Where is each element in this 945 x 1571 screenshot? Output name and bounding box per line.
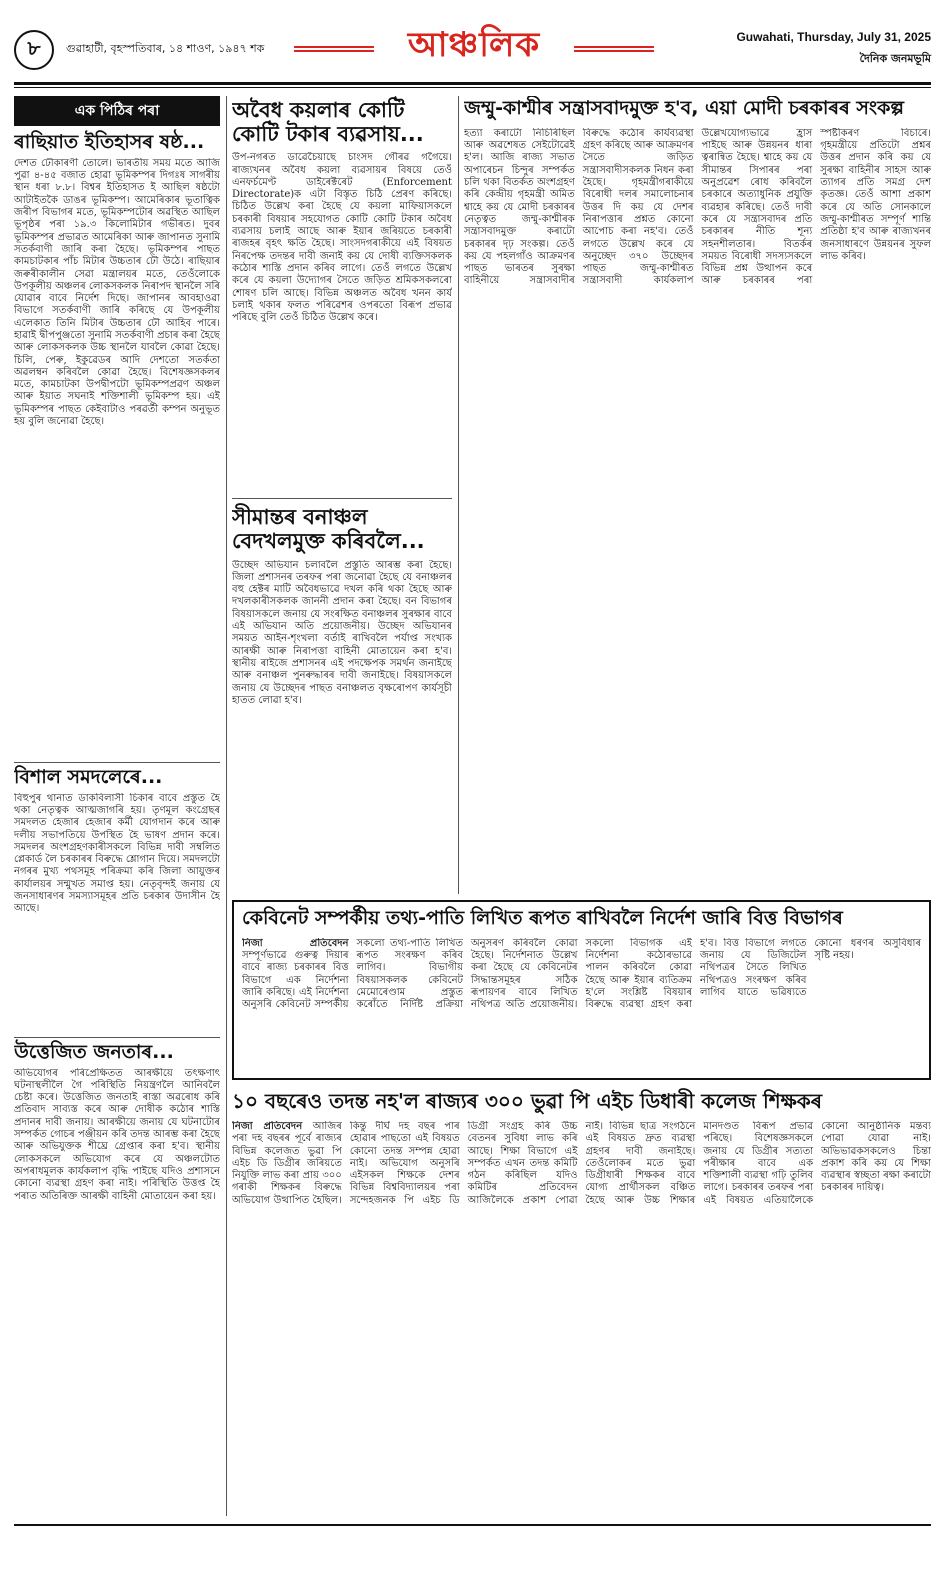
column-rule (458, 96, 459, 894)
finance-body (242, 938, 921, 1066)
logo (354, 24, 594, 70)
masthead-rule (14, 82, 931, 88)
column-rule (226, 96, 227, 1516)
left-column (14, 96, 220, 1516)
story-body: উপ-নগৰত ডাৱেচৈয়াছে চাংসদ গৌৰৱ গগৈয়ে। ৰাজ্যখনৰ অবৈধ কয়লা ব্যৱসায়ৰ বিষয়ে তেওঁ এনফৰ্চমেণ্ট ডাইৰেক্টৰেট (Enforcement Directorate)ক এটা বিস্তৃত চিঠি প্ৰেৰণ কৰিছে। চিঠিত উল্লেখ কৰা হৈছে যে কয়লা মাফিয়াসকলে চৰকাৰী বিষয়াৰ সহযোগত কোটি কোটি টকাৰ অবৈধ ব্যৱসায় চলাই আছে আৰু ইয়াৰ জৰিয়তে চৰকাৰী ৰাজহৰ বৃহৎ ক্ষতি হৈছে। সাংসদগৰাকীয়ে এই বিষয়ত নিৰপেক্ষ তদন্তৰ দাবী জনাই কয় যে দোষী ব্যক্তিসকলক কঠোৰ শাস্তি প্ৰদান কৰিব লাগে। তেওঁ লগতে উল্লেখ কৰে যে কয়লা উদ্যোগৰ সৈতে জড়িত শ্ৰমিকসকলৰো শোষণ চলি আছে। বিভিন্ন অঞ্চলত অবৈধ খনন কাৰ্য চলাই থকাৰ ফলত পৰিৱেশৰ ওপৰতো বিৰূপ প্ৰভাৱ পৰিছে বুলি তেওঁ চিঠিত উল্লেখ কৰে। (232, 152, 452, 324)
finance-text: সম্পূৰ্ণভাৱে গুৰুত্ব দিয়াৰ বাবে ৰাজ্য চৰকাৰৰ বিত্ত বিভাগে এক নিৰ্দেশনা জাৰি কৰিছে। এই নিৰ্দেশনা অনুসৰি কেবিনেট সম্পৰ্কীয় সকলো তথ্য-পাতি লিখিত ৰূপত সংৰক্ষণ কৰিব লাগিব। বিভাগীয় বিষয়াসকলক কেবিনেট মেমোৰেণ্ডাম প্ৰস্তুত কৰোঁতে নিৰ্দিষ্ট প্ৰক্ৰিয়া অনুসৰণ কৰিবলৈ কোৱা হৈছে। নিৰ্দেশনাত উল্লেখ কৰা হৈছে যে কেবিনেটৰ সিদ্ধান্তসমূহৰ সঠিক ৰূপায়ণৰ বাবে লিখিত নথিপত্ৰ অতি প্ৰয়োজনীয়। সকলো বিভাগক এই নিৰ্দেশনা কঠোৰভাৱে পালন কৰিবলৈ কোৱা হৈছে আৰু ইয়াৰ ব্যতিক্ৰম হ'লে সংশ্লিষ্ট বিষয়াৰ বিৰুদ্ধে ব্যৱস্থা গ্ৰহণ কৰা হ'ব। বিত্ত বিভাগে লগতে জনায় যে ডিজিটেল নথিপত্ৰৰ সৈতে লিখিত নথিপত্ৰও সংৰক্ষণ কৰিব লাগিব যাতে ভৱিষ্যতে কোনো ধৰণৰ অসুবিধাৰ সৃষ্টি নহয়। (242, 937, 921, 1011)
bottom-title: ১০ বছৰেও তদন্ত নহ'ল ৰাজ্যৰ ৩০০ ভুৱা পি এইচ ডিধাৰী কলেজ শিক্ষকৰ (232, 1089, 823, 1113)
page-number: ৮ (14, 30, 54, 70)
lead-body: হত্যা কৰাটো নিচিৰিছিল আৰু অৱশেষত সেইটোৱেই হ'ল। আজি ৰাজ্য সভাত অপাৰেচন চিন্দুৰ সম্পৰ্কত চলি থকা বিতৰ্কত অংশগ্ৰহণ কৰি কেন্দ্ৰীয় গৃহমন্ত্ৰী অমিত শ্বাহে কয় যে মোদী চৰকাৰৰ নেতৃত্বত জম্মু-কাশ্মীৰক সন্ত্ৰাসবাদমুক্ত কৰাটো চৰকাৰৰ দৃঢ় সংকল্প। তেওঁ কয় যে পহলগাঁও আক্ৰমণৰ পাছত ভাৰতৰ সুৰক্ষা বাহিনীয়ে সন্ত্ৰাসবাদীৰ বিৰুদ্ধে কঠোৰ কাৰ্যব্যৱস্থা গ্ৰহণ কৰিছে আৰু আক্ৰমণৰ সৈতে জড়িত সন্ত্ৰাসবাদীসকলক নিধন কৰা হৈছে। গৃহমন্ত্ৰীগৰাকীয়ে বিৰোধী দলৰ সমালোচনাৰ উত্তৰ দি কয় যে দেশৰ নিৰাপত্তাৰ প্ৰশ্নত কোনো আপোচ কৰা নহ'ব। তেওঁ লগতে উল্লেখ কৰে যে অনুচ্ছেদ ৩৭০ উচ্ছেদৰ পাছত জম্মু-কাশ্মীৰত সন্ত্ৰাসবাদী কাৰ্যকলাপ উল্লেখযোগ্যভাৱে হ্ৰাস পাইছে আৰু উন্নয়নৰ ধাৰা ত্বৰান্বিত হৈছে। শ্বাহে কয় যে সীমান্তৰ সিপাৰৰ পৰা অনুপ্ৰৱেশ ৰোধ কৰিবলৈ চৰকাৰে অত্যাধুনিক প্ৰযুক্তি ব্যৱহাৰ কৰিছে। তেওঁ দাবী কৰে যে সন্ত্ৰাসবাদৰ প্ৰতি চৰকাৰৰ নীতি শূন্য সহনশীলতাৰ। বিতৰ্কৰ সময়ত বিৰোধী সদস্যসকলে বিভিন্ন প্ৰশ্ন উত্থাপন কৰে আৰু চৰকাৰৰ পৰা স্পষ্টীকৰণ বিচাৰে। গৃহমন্ত্ৰীয়ে প্ৰতিটো প্ৰশ্নৰ উত্তৰ প্ৰদান কৰি কয় যে সুৰক্ষা বাহিনীৰ সাহস আৰু ত্যাগৰ প্ৰতি সমগ্ৰ দেশ কৃতজ্ঞ। তেওঁ আশা প্ৰকাশ কৰে যে অতি সোনকালে জম্মু-কাশ্মীৰত সম্পূৰ্ণ শান্তি প্ৰতিষ্ঠা হ'ব আৰু ৰাজ্যখনৰ জনসাধাৰণে উন্নয়নৰ সুফল লাভ কৰিব। (464, 127, 931, 287)
bottom-story (232, 1088, 931, 1518)
date-assamese: গুৱাহাটী, বৃহস্পতিবাৰ, ১৪ শাওণ, ১৯৪৭ শক (66, 42, 265, 55)
story-title: ৰাছিয়াত ইতিহাসৰ ষষ্ঠ... (14, 131, 205, 153)
bottom-body (232, 1121, 931, 1513)
divider (14, 762, 220, 763)
divider (14, 1037, 220, 1038)
story-body: অভিযোগৰ পৰিপ্ৰেক্ষিতত আৰক্ষীয়ে তৎক্ষণাৎ ঘটনাস্থলীলৈ গৈ পৰিস্থিতি নিয়ন্ত্ৰণলৈ আনিবলৈ চেষ্টা কৰে। উত্তেজিত জনতাই ৰাস্তা অৱৰোধ কৰি প্ৰতিবাদ সাব্যস্ত কৰে আৰু দোষীক কঠোৰ শাস্তি প্ৰদানৰ দাবী জনায়। আৰক্ষীয়ে জনায় যে ঘটনাটোৰ সম্পৰ্কত গোচৰ পঞ্জীয়ন কৰি তদন্ত আৰম্ভ কৰা হৈছে আৰু অভিযুক্তক শীঘ্ৰে গ্ৰেপ্তাৰ কৰা হ'ব। স্থানীয় লোকসকলে অভিযোগ কৰে যে অঞ্চলটোত অপৰাধমূলক কাৰ্যকলাপ বৃদ্ধি পাইছে যদিও প্ৰশাসনে কোনো ব্যৱস্থা গ্ৰহণ কৰা নাই। পৰিস্থিতি উত্তপ্ত হৈ পৰাত অতিৰিক্ত আৰক্ষী বাহিনী মোতায়েন কৰা হয়। (14, 1067, 220, 1202)
story-body: দেশত ঢৌকাৰণী তোলে। ভাৰতীয় সময় মতে আজি পুৱা ৪-৪৫ বজাত হোৱা ভূমিকম্পৰ দিগঃষ সাগৰীয় স্থান ধৰা ৮.৮। বিশ্বৰ ইতিহাসত ই আছিল ষষ্ঠটো আটাইতকৈ ডাঙৰ ভূমিকম্প। আমেৰিকাৰ ভূতাত্বিক জৰীপ বিভাগৰ মতে, ভূমিকম্পটোৰ অৱস্থিত আছিল ভূপৃষ্ঠৰ পৰা ১৯.৩ কিলোমিটাৰ গভীৰত। দুবৰ ভূমিকম্পৰ প্ৰভাৱত আমেৰিকা আৰু জাপানত সুনামি সতৰ্কবাণী জাৰি কৰা হৈছে। ভূমিকম্পৰ পাছত কামচাটকাৰ পাঁচ মিটাৰ উচ্চতাৰ ঢৌ উঠে। ৰাছিয়াৰ জৰুৰীকালীন সেৱা মন্ত্ৰালয়ৰ মতে, তেওঁলোকে উপকূলীয় অঞ্চলৰ লোকসকলক নিৰাপদ স্থানলৈ সৰি যোৱাৰ বাবে নিৰ্দেশ দিছে। জাপানৰ আবহাওৱা বিভাগে সতৰ্কবাণী জাৰি কৰিছে যে উপকূলীয় এলেকাত তিনি মিটাৰ উচ্চতাৰ ঢৌ আহিব পাৰে। হাৱাই দ্বীপপুঞ্জতো সুনামি সতৰ্কবাণী প্ৰচাৰ কৰা হৈছে আৰু লোকসকলক উচ্চ স্থানলৈ যাবলৈ কোৱা হৈছে। চিলি, পেৰু, ইকুৱেডৰ আদি দেশতো সতৰ্কতা অৱলম্বন কৰিবলৈ কোৱা হৈছে। বিশেষজ্ঞসকলৰ মতে, কামচাটকা উপদ্বীপটো ভূমিকম্পপ্ৰৱণ অঞ্চল আৰু ইয়াত সঘনাই শক্তিশালী ভূমিকম্প হয়। এই ভূমিকম্পৰ পাছত কেইবাটাও পৰৱৰ্তী কম্পন অনুভূত হয় বুলি জনোৱা হৈছে। (14, 157, 220, 428)
masthead (14, 24, 931, 82)
middle-column (232, 96, 452, 894)
dateline: নিজা প্ৰতিবেদন (242, 937, 349, 949)
story-title: সীমান্তৰ বনাঞ্চল বেদখলমুক্ত কৰিবলৈ... (232, 505, 425, 554)
logo-rule-left (294, 46, 374, 52)
story-body: উচ্ছেদ অভিযান চলাবলৈ প্ৰস্তুতি আৰম্ভ কৰা হৈছে। জিলা প্ৰশাসনৰ তৰফৰ পৰা জনোৱা হৈছে যে বনাঞ্চলৰ বহু হেক্টৰ মাটি অবৈধভাৱে দখল কৰি থকা হৈছে আৰু দখলকাৰীসকলক জাননী প্ৰদান কৰা হৈছে। বন বিভাগৰ বিষয়াসকলে জনায় যে সংৰক্ষিত বনাঞ্চলৰ সুৰক্ষাৰ বাবে এই অভিযান অতি প্ৰয়োজনীয়। উচ্ছেদ অভিযানৰ সময়ত আইন-শৃংখলা বৰ্তাই ৰাখিবলৈ পৰ্যাপ্ত সংখ্যক আৰক্ষী আৰু নিৰাপত্তা বাহিনী মোতায়েন কৰা হ'ব। স্থানীয় ৰাইজে প্ৰশাসনৰ এই পদক্ষেপক সমৰ্থন জনাইছে আৰু বনাঞ্চল পুনৰুদ্ধাৰৰ দাবী জনাইছে। বিষয়াসকলে জনায় যে উচ্ছেদৰ পাছত বনাঞ্চলত বৃক্ষৰোপণ কাৰ্যসূচী হাতত লোৱা হ'ব। (232, 559, 452, 706)
story-body: বিহুপুৰ থানাত ডাকবিলাসী চিকাৰ বাবে প্ৰস্তুত হৈ থকা নেতৃত্বক আত্মজাগৰি হয়। তৃণমূল কংগ্ৰেছৰ সমদলত হেজাৰ হেজাৰ কৰ্মী যোগদান কৰে আৰু দলীয় সভাপতিয়ে উপস্থিত হৈ ভাষণ প্ৰদান কৰে। সমদলৰ অংশগ্ৰহণকাৰীসকলে বিভিন্ন দাবী সম্বলিত প্লেকাৰ্ড লৈ চৰকাৰৰ বিৰুদ্ধে শ্লোগান দিয়ে। সমদলটো নগৰৰ মুখ্য পথসমূহ পৰিক্ৰমা কৰি জিলা আয়ুক্তৰ কাৰ্যালয়ৰ সন্মুখত সমাপ্ত হয়। নেতৃবৃন্দই জনায় যে জনসাধাৰণৰ সমস্যাসমূহৰ প্ৰতি চৰকাৰ উদাসীন হৈ আছে। (14, 792, 220, 915)
date-english: Guwahati, Thursday, July 31, 2025 (736, 30, 931, 44)
finance-story (232, 900, 931, 1080)
page-bottom-rule (14, 1524, 931, 1526)
logo-rule-right (574, 46, 654, 52)
dateline: নিজা প্ৰতিবেদন (232, 1121, 303, 1132)
divider (232, 498, 452, 499)
sub-brand: দৈনিক জনমভূমি (859, 52, 931, 65)
finance-title: কেবিনেট সম্পৰ্কীয় তথ্য-পাতি লিখিত ৰূপত ৰাখিবলৈ নিৰ্দেশ জাৰি বিত্ত বিভাগৰ (242, 907, 843, 929)
story-title: অবৈধ কয়লাৰ কোটি কোটি টকাৰ ব্যৱসায়... (232, 98, 424, 147)
section-label: এক পিঠিৰ পৰা (14, 96, 220, 126)
lead-title: জম্মু-কাশ্মীৰ সন্ত্ৰাসবাদমুক্ত হ'ব, এয়া মোদী চৰকাৰৰ সংকল্প (464, 97, 904, 119)
logo-text: আঞ্চলিক (407, 24, 541, 65)
story-title: বিশাল সমদলেৰে... (14, 765, 163, 788)
story-title: উত্তেজিত জনতাৰ... (14, 1040, 174, 1063)
lead-story (464, 96, 931, 894)
bottom-text: আজিৰ পৰা দহ বছৰৰ পূৰ্বে ৰাজ্যৰ বিভিন্ন কলেজত ভুৱা পি এইচ ডি ডিগ্ৰীৰ জৰিয়তে নিযুক্তি লাভ কৰা প্ৰায় ৩০০ গৰাকী শিক্ষকৰ বিৰুদ্ধে অভিযোগ উত্থাপিত হৈছিল। কিন্তু দীৰ্ঘ দহ বছৰ পাৰ হোৱাৰ পাছতো এই বিষয়ত কোনো তদন্ত সম্পন্ন হোৱা নাই। অভিযোগ অনুসৰি এইসকল শিক্ষকে দেশৰ বিভিন্ন বিশ্ববিদ্যালয়ৰ পৰা সন্দেহজনক পি এইচ ডি ডিগ্ৰী সংগ্ৰহ কৰি উচ্চ বেতনৰ সুবিধা লাভ কৰি আছে। শিক্ষা বিভাগে এই সম্পৰ্কত এখন তদন্ত কমিটি গঠন কৰিছিল যদিও কমিটিৰ প্ৰতিবেদন আজিলৈকে প্ৰকাশ পোৱা নাই। বিভিন্ন ছাত্ৰ সংগঠনে এই বিষয়ত দ্ৰুত ব্যৱস্থা গ্ৰহণৰ দাবী জনাইছে। তেওঁলোকৰ মতে ভুৱা ডিগ্ৰীধাৰী শিক্ষকৰ বাবে যোগ্য প্ৰাৰ্থীসকল বঞ্চিত হৈছে আৰু উচ্চ শিক্ষাৰ মানদণ্ডত বিৰূপ প্ৰভাৱ পৰিছে। বিশেষজ্ঞসকলে জনায় যে ডিগ্ৰীৰ সত্যতা পৰীক্ষাৰ বাবে এক শক্তিশালী ব্যৱস্থা গঢ়ি তুলিব লাগে। চৰকাৰৰ তৰফৰ পৰা এই বিষয়ত এতিয়ালৈকে কোনো আনুষ্ঠানিক মন্তব্য পোৱা যোৱা নাই। অভিভাৱকসকলেও চিন্তা প্ৰকাশ কৰি কয় যে শিক্ষা ব্যৱস্থাৰ স্বচ্ছতা ৰক্ষা কৰাটো চৰকাৰৰ দায়িত্ব। (232, 1121, 931, 1206)
